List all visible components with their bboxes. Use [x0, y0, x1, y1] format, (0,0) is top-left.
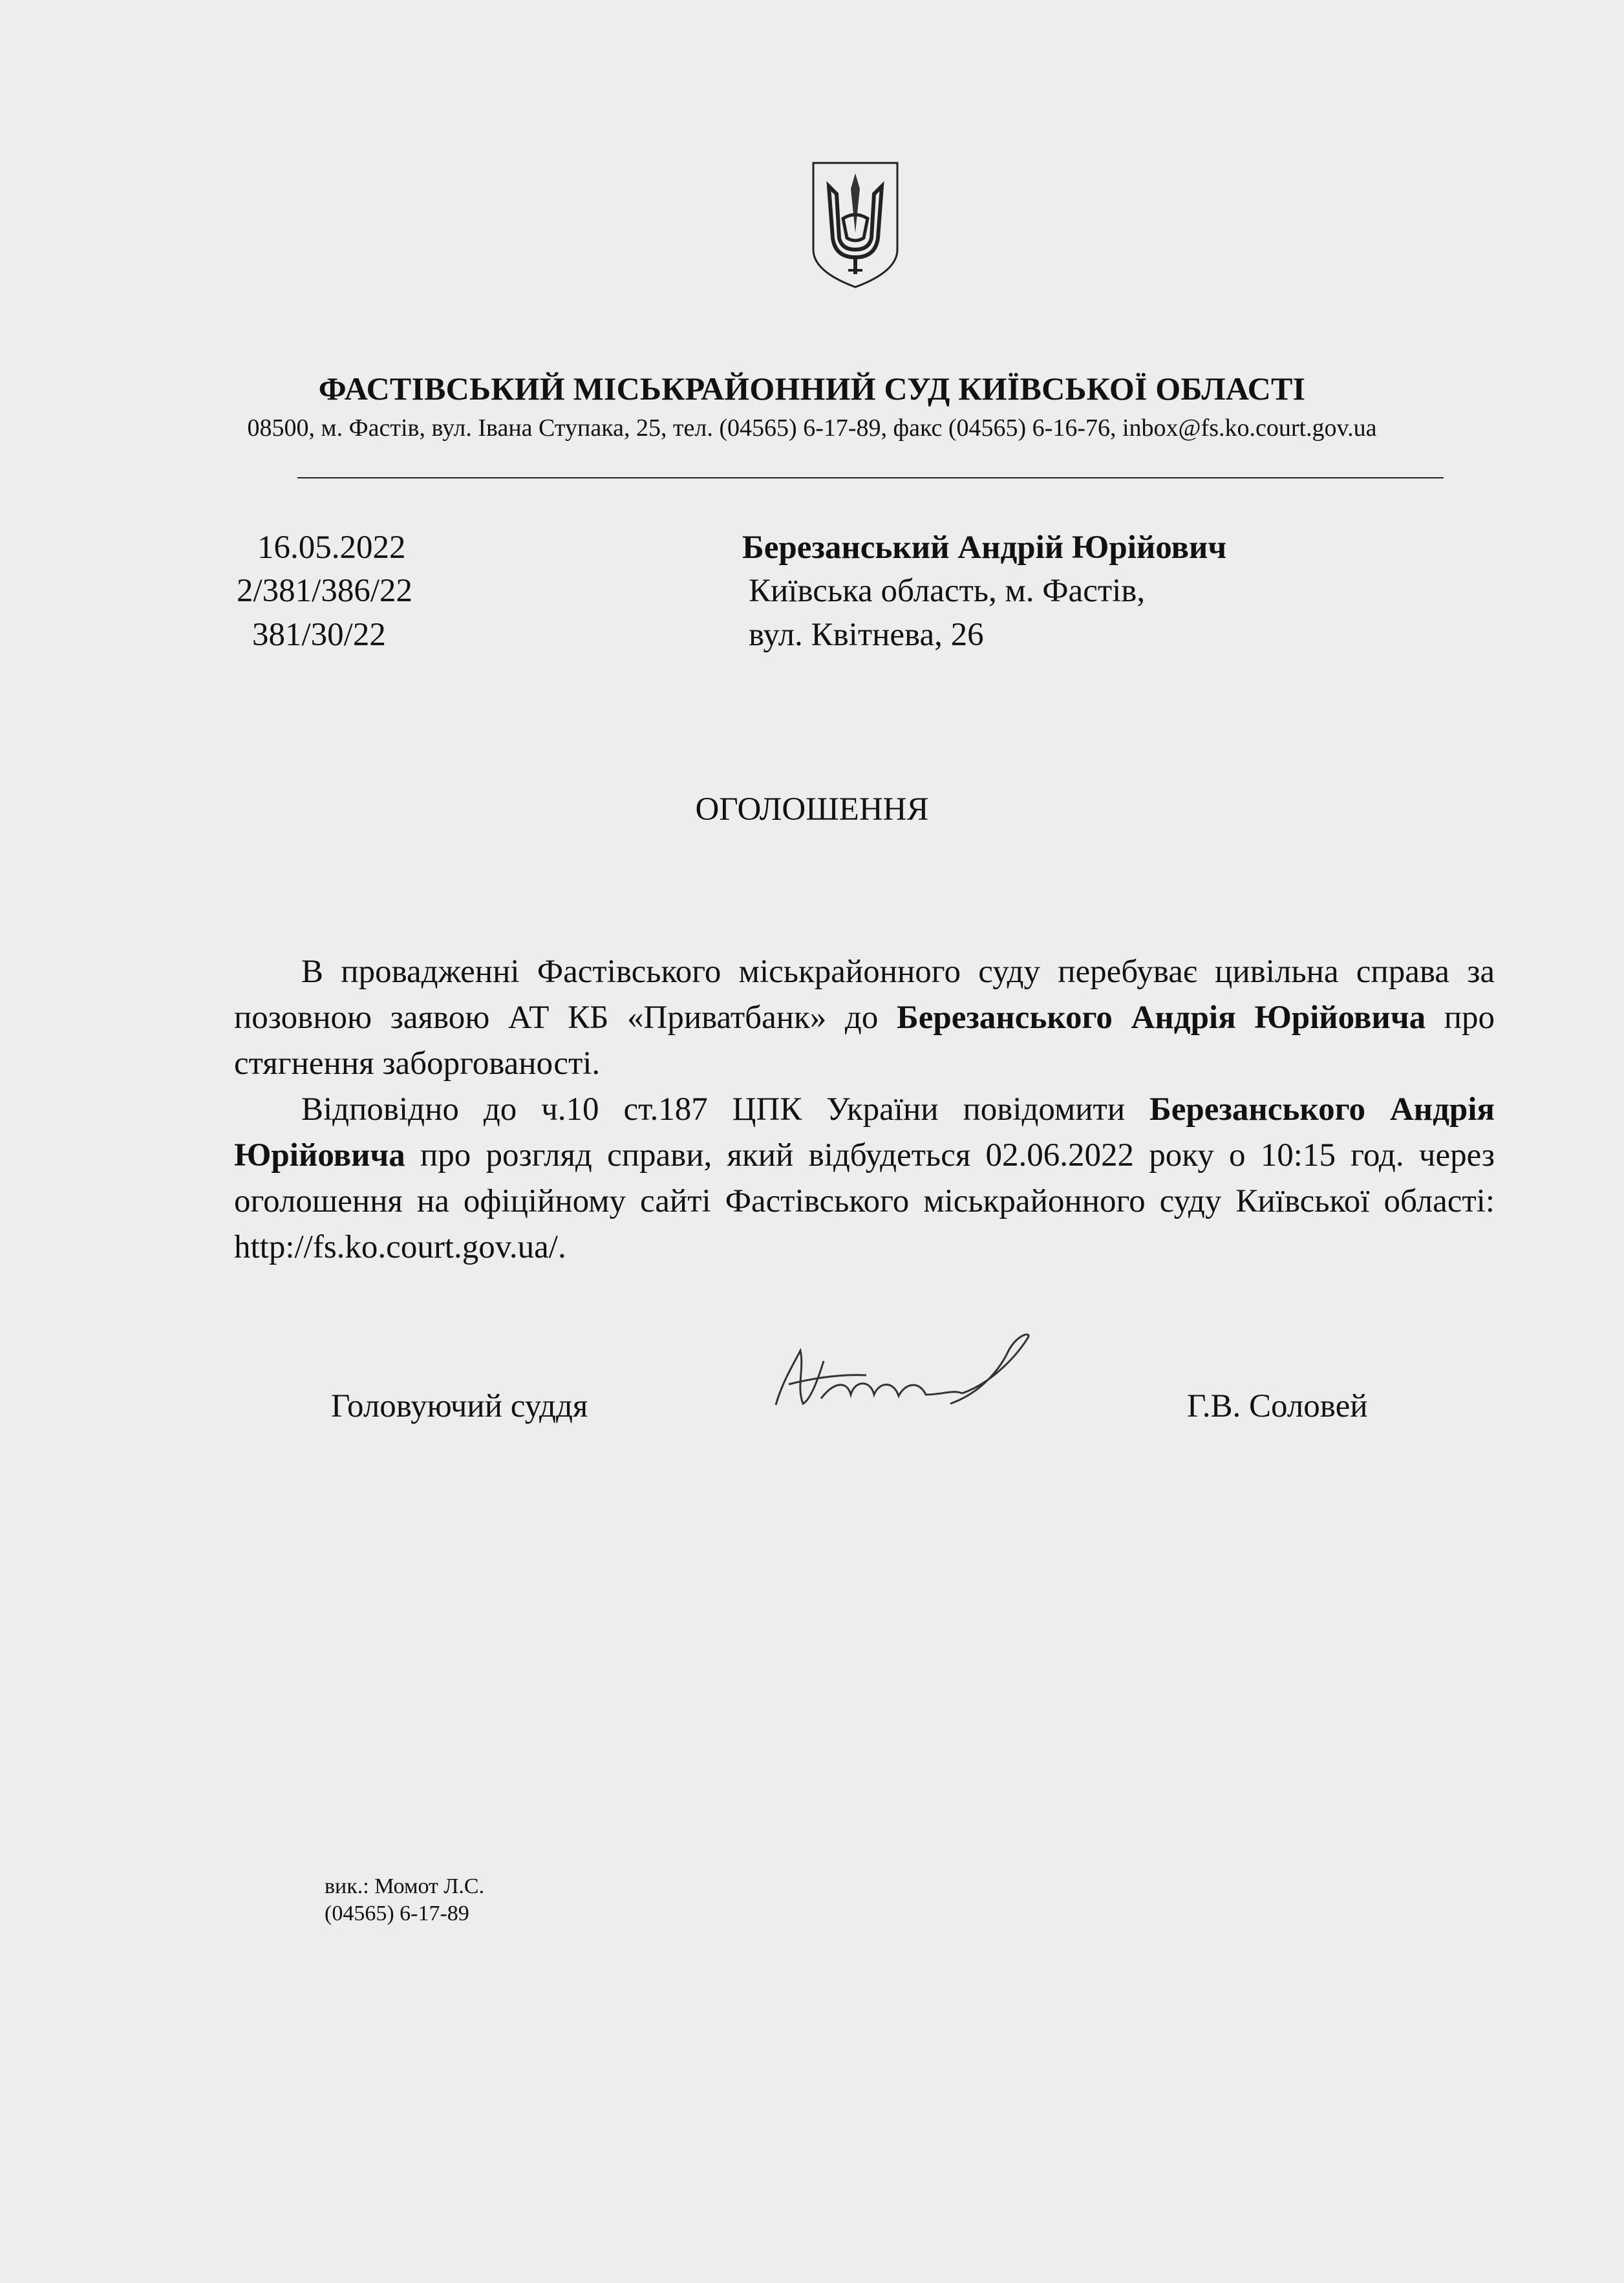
judge-position: Головуючий суддя: [331, 1388, 588, 1424]
footer-executor: [325, 1873, 484, 1927]
paragraph-2: Відповідно до ч.10 ст.187 ЦПК України повідомити Березанського Андрія Юрійовича про розгляд справи, який відбудеться 02.06.2022 року о 10:15 год. через оголошення на офіційному сайті Фастівського міськрайонного суду Київської області: http://fs.ko.court.gov.ua/.: [234, 1091, 1495, 1265]
judge-name: Г.В. Соловей: [1187, 1388, 1368, 1424]
announcement-body: [234, 949, 1495, 1270]
handwritten-signature: [756, 1322, 1047, 1419]
court-address: 08500, м. Фастів, вул. Івана Ступака, 25, тел. (04565) 6-17-89, факс (04565) 6-16-76, inbox@fs.ko.court.gov.ua: [247, 414, 1377, 442]
document-title: ОГОЛОШЕННЯ: [695, 791, 929, 828]
defendant-name: Березанського Андрія Юрійовича: [896, 1000, 1426, 1036]
recipient-address-line2: вул. Квітнева, 26: [749, 617, 984, 653]
case-number: 2/381/386/22: [237, 573, 413, 609]
trident-emblem-icon: [809, 160, 901, 290]
document-date: 16.05.2022: [257, 530, 406, 566]
recipient-name: Березанський Андрій Юрійович: [742, 530, 1227, 566]
reference-number: 381/30/22: [252, 617, 386, 653]
executor-phone: (04565) 6-17-89: [325, 1902, 469, 1925]
paragraph-1: В провадженні Фастівського міськрайонного суду перебуває цивільна справа за позовною заявою АТ КБ «Приватбанк» до Березанського Андрія Юрійовича про стягнення заборгованості.: [234, 954, 1495, 1082]
defendant-name: Березанського Андрія Юрійовича: [234, 1091, 1495, 1174]
recipient-address-line1: Київська область, м. Фастів,: [749, 573, 1146, 609]
court-name: ФАСТІВСЬКИЙ МІСЬКРАЙОННИЙ СУД КИЇВСЬКОЇ ОБЛАСТІ: [318, 370, 1306, 407]
executor-name: вик.: Момот Л.С.: [325, 1874, 485, 1898]
header-divider: [297, 477, 1444, 478]
